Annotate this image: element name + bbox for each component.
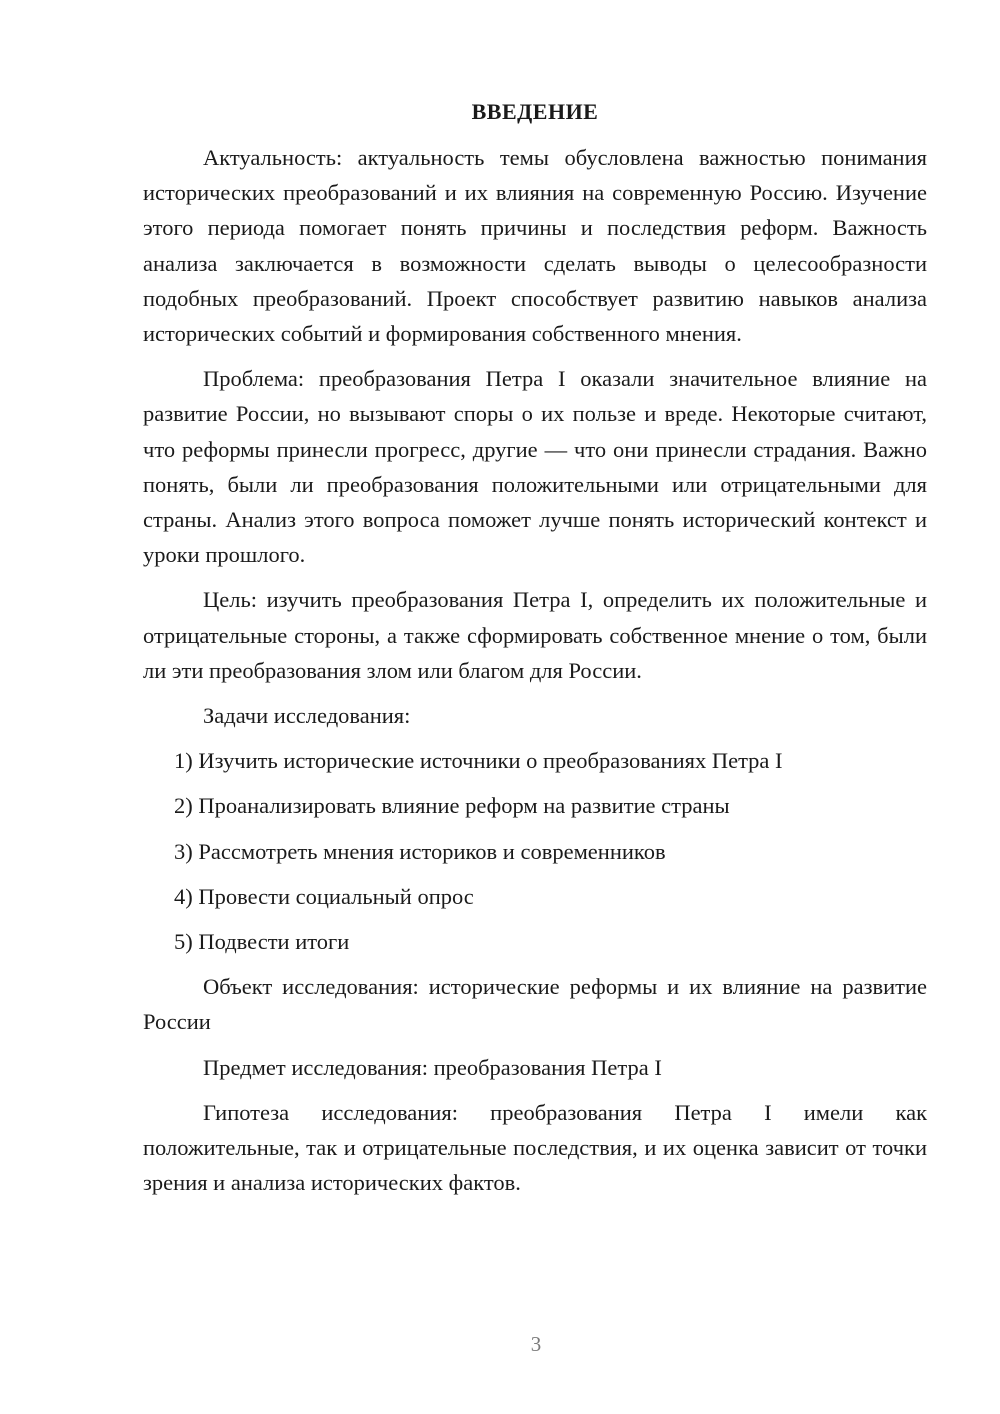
object-paragraph: Объект исследования: исторические реформы и их влияние на развитие России — [143, 974, 927, 1035]
tasks-list — [143, 743, 927, 959]
section-title: ВВЕДЕНИЕ — [471, 99, 599, 124]
task-item: 3) Рассмотреть мнения историков и современников — [174, 838, 666, 864]
task-item: 2) Проанализировать влияние реформ на развитие страны — [174, 793, 730, 819]
goal-paragraph: Цель: изучить преобразования Петра I, определить их положительные и отрицательные стороны, а также сформировать собственное мнение о том, были ли эти преобразования злом или благом для России. — [143, 587, 927, 683]
tasks-heading: Задачи исследования: — [203, 703, 411, 729]
hypothesis-paragraph: Гипотеза исследования: преобразования Петра I имели как положительные, так и отрицательные последствия, и их оценка зависит от точки зрения и анализа исторических фактов. — [143, 1099, 927, 1196]
page-number: 3 — [530, 1332, 542, 1356]
relevance-paragraph: Актуальность: актуальность темы обусловлена важностью понимания исторических преобразований и их влияния на современную Россию. Изучение этого периода помогает понять причины и последствия реформ. Важность анализа заключается в возможности сделать выводы о целесообразности подобных преобразований. Проект способствует развитию навыков анализа исторических событий и формирования собственного мнения. — [143, 145, 927, 347]
document-body — [143, 96, 927, 1210]
problem-paragraph: Проблема: преобразования Петра I оказали значительное влияние на развитие России, но вызывают споры о их пользе и вреде. Некоторые считают, что реформы принесли прогресс, другие — что они принесли страдания. Важно понять, были ли преобразования положительными или отрицательными для страны. Анализ этого вопроса поможет лучше понять исторический контекст и уроки прошлого. — [143, 366, 927, 568]
subject-paragraph: Предмет исследования: преобразования Петра I — [203, 1054, 662, 1080]
task-item: 5) Подвести итоги — [174, 929, 350, 955]
task-item: 1) Изучить исторические источники о преобразованиях Петра I — [174, 748, 783, 774]
task-item: 4) Провести социальный опрос — [174, 883, 474, 909]
